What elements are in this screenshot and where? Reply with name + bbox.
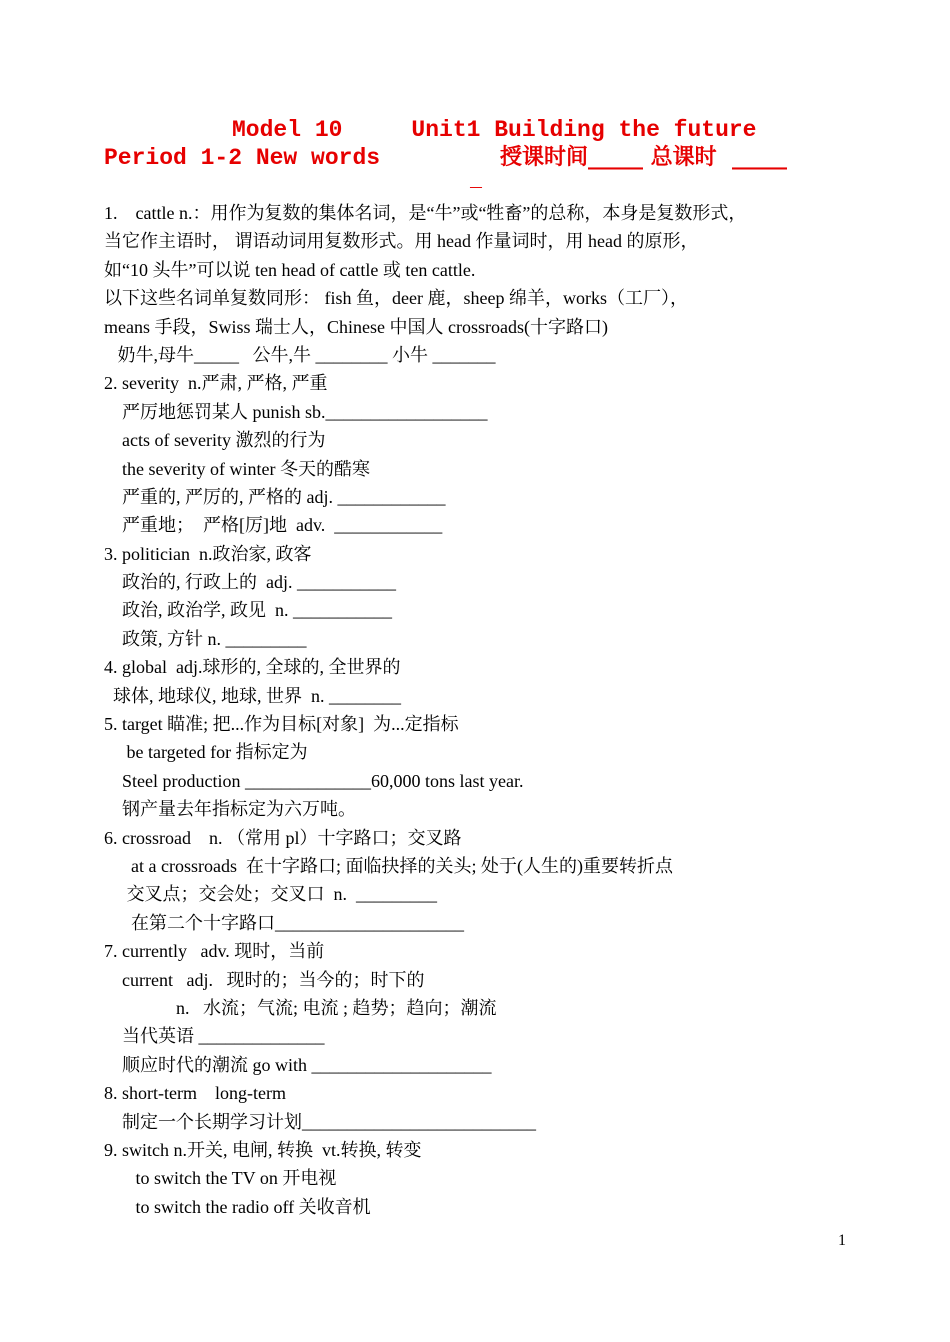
text-line: 政治的, 行政上的 adj. ___________ [104,572,396,593]
text-line: 5. target 瞄准; 把...作为目标[对象] 为...定指标 [104,714,459,735]
text-line: Steel production ______________60,000 tons last year. [104,770,524,791]
text-line: 6. crossroad n. （常用 pl）十字路口；交叉路 [104,827,462,848]
text-line: 钢产量去年指标定为六万吨。 [104,799,356,820]
text-line: 3. politician n.政治家, 政客 [104,543,312,564]
text-line: 在第二个十字路口_____________________ [104,912,464,933]
text-line: be targeted for 指标定为 [104,742,308,763]
text-line: at a crossroads 在十字路口; 面临抉择的关头; 处于(人生的)重要转折点 [104,855,673,876]
text-line: 当代英语 ______________ [104,1026,325,1047]
text-line: current adj. 现时的；当今的；时下的 [104,969,425,990]
text-line: 以下这些名词单复数同形： fish 鱼，deer 鹿，sheep 绵羊，works（工厂）， [104,288,688,309]
text-line: 严厉地惩罚某人 punish sb.__________________ [104,401,488,422]
text-line: 顺应时代的潮流 go with ____________________ [104,1054,492,1075]
text-line: 4. global adj.球形的, 全球的, 全世界的 [104,657,401,678]
text-line: n. 水流；气流; 电流 ; 趋势；趋向；潮流 [104,997,497,1018]
text-line: 9. switch n.开关, 电闸, 转换 vt.转换, 转变 [104,1139,422,1160]
text-line: 7. currently adv. 现时，当前 [104,941,325,962]
text-line: 当它作主语时， 谓语动词用复数形式。用 head 作量词时，用 head 的原形， [104,231,699,252]
text-line: 严重地； 严格[厉]地 adv. ____________ [104,515,443,536]
text-line: 奶牛,母牛_____ 公牛,牛 ________ 小牛 _______ [104,344,496,365]
header-period: Period 1-2 New words [104,145,381,171]
text-line: 政策, 方针 n. _________ [104,628,307,649]
text-line: to switch the TV on 开电视 [104,1168,337,1189]
text-line: 8. short-term long-term [104,1083,286,1104]
text-line: 如“10 头牛”可以说 ten head of cattle 或 ten cattle. [104,259,476,280]
text-line: 政治, 政治学, 政见 n. ___________ [104,600,392,621]
page-number: 1 [838,1232,846,1249]
text-line: 1. cattle n.：用作为复数的集体名词，是“牛”或“牲畜”的总称，本身是复数形式， [104,203,747,223]
text-line: to switch the radio off 关收音机 [104,1196,371,1217]
header-class-time: 授课时间_____ 总课时 _____ [500,145,787,170]
header-wrap-underscore: _ [470,170,483,193]
text-line: 球体, 地球仪, 地球, 世界 n. ________ [104,685,401,706]
text-line: the severity of winter 冬天的酷寒 [104,458,370,479]
text-line: 交叉点；交会处；交叉口 n. _________ [104,884,437,905]
text-line: 制定一个长期学习计划__________________________ [104,1111,536,1132]
text-line: 严重的, 严厉的, 严格的 adj. ____________ [104,486,446,507]
text-line: acts of severity 激烈的行为 [104,430,326,451]
text-line: means 手段，Swiss 瑞士人，Chinese 中国人 crossroads(十字路口) [104,316,608,337]
text-line: 2. severity n.严肃, 严格, 严重 [104,373,328,394]
document-body [104,199,844,1221]
header-title: Model 10 Unit1 Building the future [232,117,757,143]
